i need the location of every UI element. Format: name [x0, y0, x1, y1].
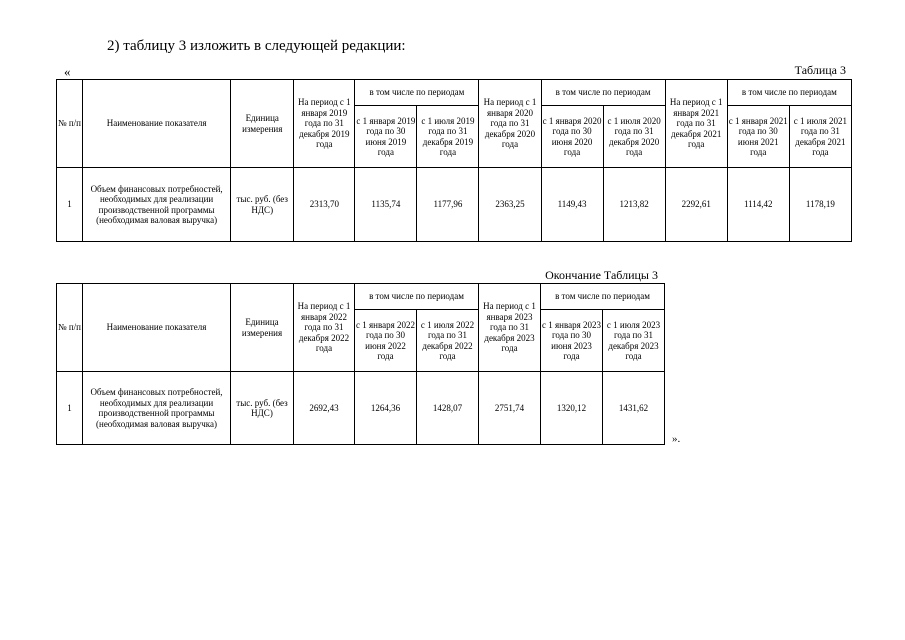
row-value: 1114,42 [727, 168, 789, 242]
row-value: 2751,74 [479, 372, 541, 445]
header-first-half: с 1 января 2021 года по 30 июня 2021 года [727, 106, 789, 168]
header-unit: Единица измерения [231, 80, 294, 168]
header-second-half: с 1 июля 2022 года по 31 декабря 2022 года [417, 310, 479, 372]
row-indicator-name: Объем финансовых потребностей, необходимых для реализации производственной программы (необходимая валовая выручка) [83, 372, 231, 445]
header-in-periods: в том числе по периодам [541, 80, 665, 106]
row-unit: тыс. руб. (без НДС) [231, 168, 294, 242]
header-number: № п/п [57, 80, 83, 168]
row-unit: тыс. руб. (без НДС) [231, 372, 294, 445]
header-in-periods: в том числе по периодам [355, 284, 479, 310]
row-number: 1 [57, 372, 83, 445]
row-number: 1 [57, 168, 83, 242]
header-second-half: с 1 июля 2021 года по 31 декабря 2021 года [789, 106, 851, 168]
header-unit: Единица измерения [231, 284, 294, 372]
header-in-periods: в том числе по периодам [541, 284, 665, 310]
header-period-total: На период с 1 января 2022 года по 31 декабря 2022 года [294, 284, 355, 372]
header-second-half: с 1 июля 2020 года по 31 декабря 2020 года [603, 106, 665, 168]
row-value: 1320,12 [541, 372, 603, 445]
row-value: 1264,36 [355, 372, 417, 445]
amendment-heading: 2) таблицу 3 изложить в следующей редакции: [107, 38, 406, 54]
opening-quote: « [64, 64, 71, 79]
row-value: 2292,61 [665, 168, 727, 242]
table1-caption: Таблица 3 [794, 63, 846, 77]
header-indicator-name: Наименование показателя [83, 284, 231, 372]
table-row [57, 372, 665, 445]
header-in-periods: в том числе по периодам [355, 80, 479, 106]
closing-quote: ». [672, 433, 681, 445]
header-period-total: На период с 1 января 2023 года по 31 декабря 2023 года [479, 284, 541, 372]
header-number: № п/п [57, 284, 83, 372]
row-value: 1431,62 [603, 372, 665, 445]
table2-caption: Окончание Таблицы 3 [545, 268, 658, 282]
table-3-part-1 [56, 79, 852, 242]
header-second-half: с 1 июля 2023 года по 31 декабря 2023 года [603, 310, 665, 372]
row-value: 1428,07 [417, 372, 479, 445]
header-first-half: с 1 января 2023 года по 30 июня 2023 года [541, 310, 603, 372]
header-first-half: с 1 января 2020 года по 30 июня 2020 года [541, 106, 603, 168]
header-first-half: с 1 января 2019 года по 30 июня 2019 года [355, 106, 417, 168]
header-period-total: На период с 1 января 2021 года по 31 декабря 2021 года [665, 80, 727, 168]
table-row [57, 168, 852, 242]
header-in-periods: в том числе по периодам [727, 80, 851, 106]
row-value: 2692,43 [294, 372, 355, 445]
header-first-half: с 1 января 2022 года по 30 июня 2022 года [355, 310, 417, 372]
row-value: 1177,96 [417, 168, 479, 242]
header-period-total: На период с 1 января 2020 года по 31 декабря 2020 года [479, 80, 541, 168]
row-value: 2363,25 [479, 168, 541, 242]
row-value: 1149,43 [541, 168, 603, 242]
header-indicator-name: Наименование показателя [83, 80, 231, 168]
table-3-part-2 [56, 283, 665, 445]
row-value: 1178,19 [789, 168, 851, 242]
row-indicator-name: Объем финансовых потребностей, необходимых для реализации производственной программы (необходимая валовая выручка) [83, 168, 231, 242]
header-period-total: На период с 1 января 2019 года по 31 декабря 2019 года [294, 80, 355, 168]
row-value: 1213,82 [603, 168, 665, 242]
header-second-half: с 1 июля 2019 года по 31 декабря 2019 года [417, 106, 479, 168]
row-value: 1135,74 [355, 168, 417, 242]
row-value: 2313,70 [294, 168, 355, 242]
